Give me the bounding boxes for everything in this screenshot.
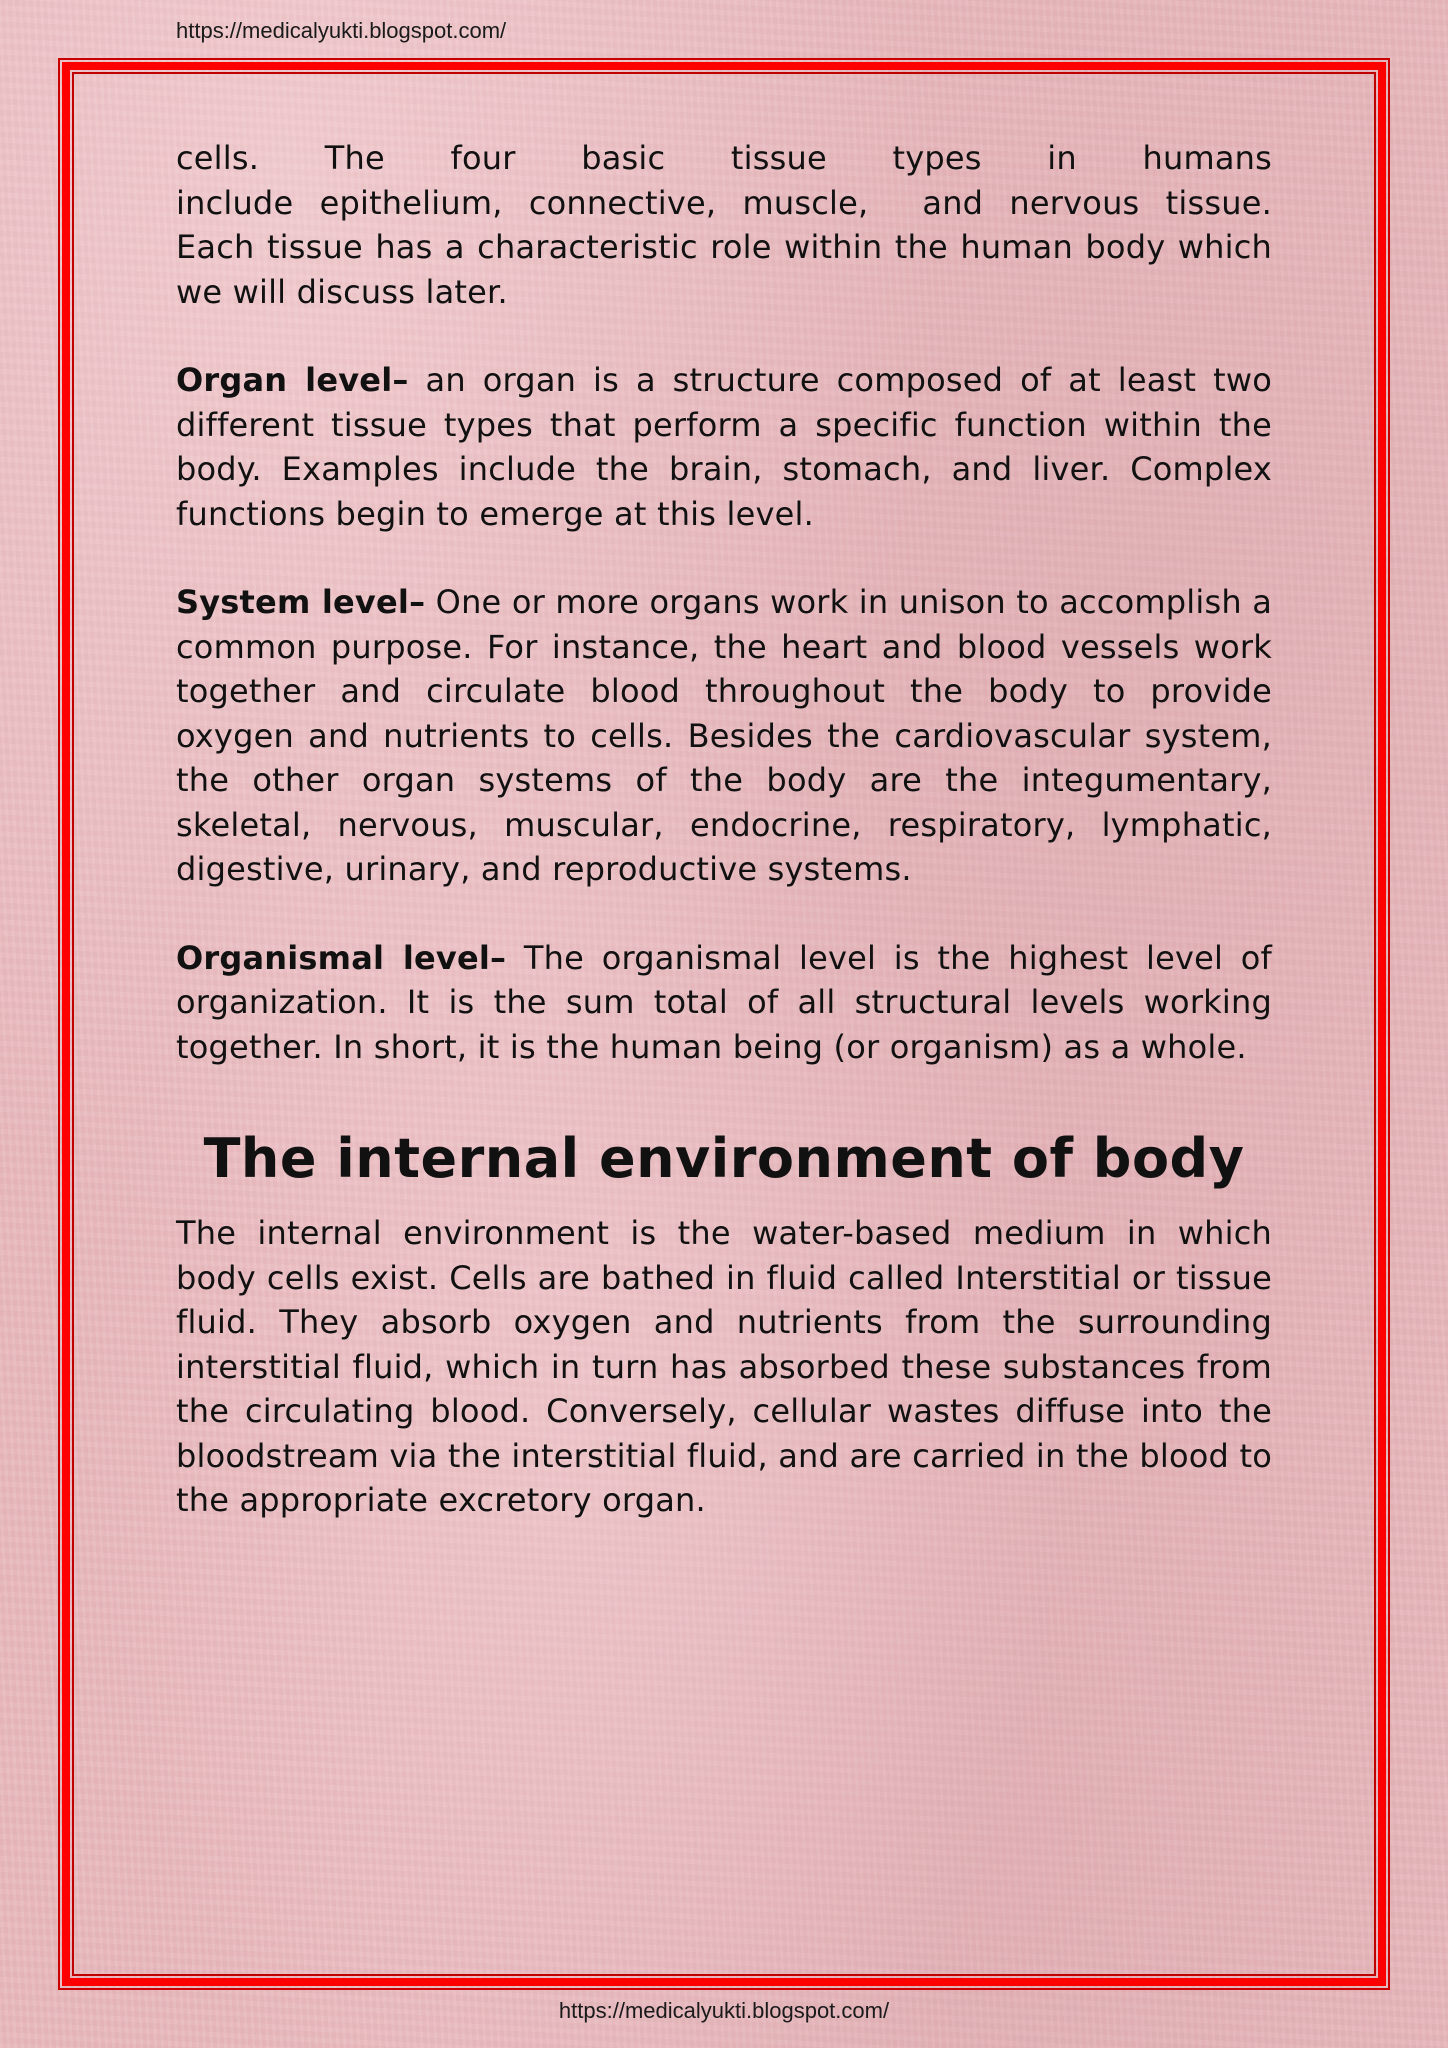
spacer	[176, 314, 1272, 358]
system-level-term: System level–	[176, 583, 426, 621]
organismal-level-text: The organismal level is the highest level of organization. It is the sum total of all structural levels working together. In short, it is the human being (or organism) as a whole.	[176, 938, 1273, 1066]
intro-line-2	[176, 181, 1272, 226]
internal-environment-paragraph: The internal environment is the water-based medium in which body cells exist. Cells are bathed in fluid called Interstitial or tissue fluid. They absorb oxygen and nutrients from the surrounding interstitial fluid, which in turn has absorbed these substances from the circulating blood. Conversely, cellular wastes diffuse into the bloodstream via the interstitial fluid, and are carried in the blood to the appropriate excretory organ.	[176, 1214, 1272, 1519]
organismal-level-term: Organismal level–	[176, 938, 507, 977]
footer-url: https://medicalyukti.blogspot.com/	[558, 1998, 890, 2023]
system-level-text: One or more organs work in unison to accomplish a common purpose. For instance, the heart and blood vessels work together and circulate blood throughout the body to provide oxygen and nutrients to cells. Besides the cardiovascular system, the other organ systems of the body are the integumentary, skeletal, nervous, muscular, endocrine, respiratory, lymphatic, digestive, urinary, and reproductive systems.	[176, 583, 1273, 888]
intro-paragraph	[176, 136, 1272, 314]
page-content	[176, 136, 1272, 1523]
organ-level-term: Organ level–	[176, 361, 409, 399]
organismal-level-paragraph	[176, 936, 1272, 1070]
spacer	[176, 536, 1272, 580]
intro-line-2-part-a: include epithelium, connective, muscle,	[176, 183, 869, 222]
spacer	[176, 1069, 1272, 1129]
organ-level-paragraph	[176, 358, 1272, 536]
intro-line-2-part-b: and nervous tissue.	[922, 183, 1272, 222]
header-url: https://medicalyukti.blogspot.com/	[176, 18, 507, 43]
intro-rest: Each tissue has a characteristic role within the human body which we will discuss later.	[176, 228, 1272, 311]
organ-level-text: an organ is a structure composed of at least two different tissue types that perform a specific function within the body. Examples include the brain, stomach, and liver. Complex functions begin to emerge at this level.	[176, 361, 1272, 533]
section-heading: The internal environment of body	[203, 1127, 1245, 1190]
spacer	[176, 892, 1272, 936]
spacer	[176, 1189, 1272, 1211]
system-level-paragraph	[176, 580, 1272, 892]
intro-line-1: cells. The four basic tissue types in humans	[176, 139, 1272, 177]
